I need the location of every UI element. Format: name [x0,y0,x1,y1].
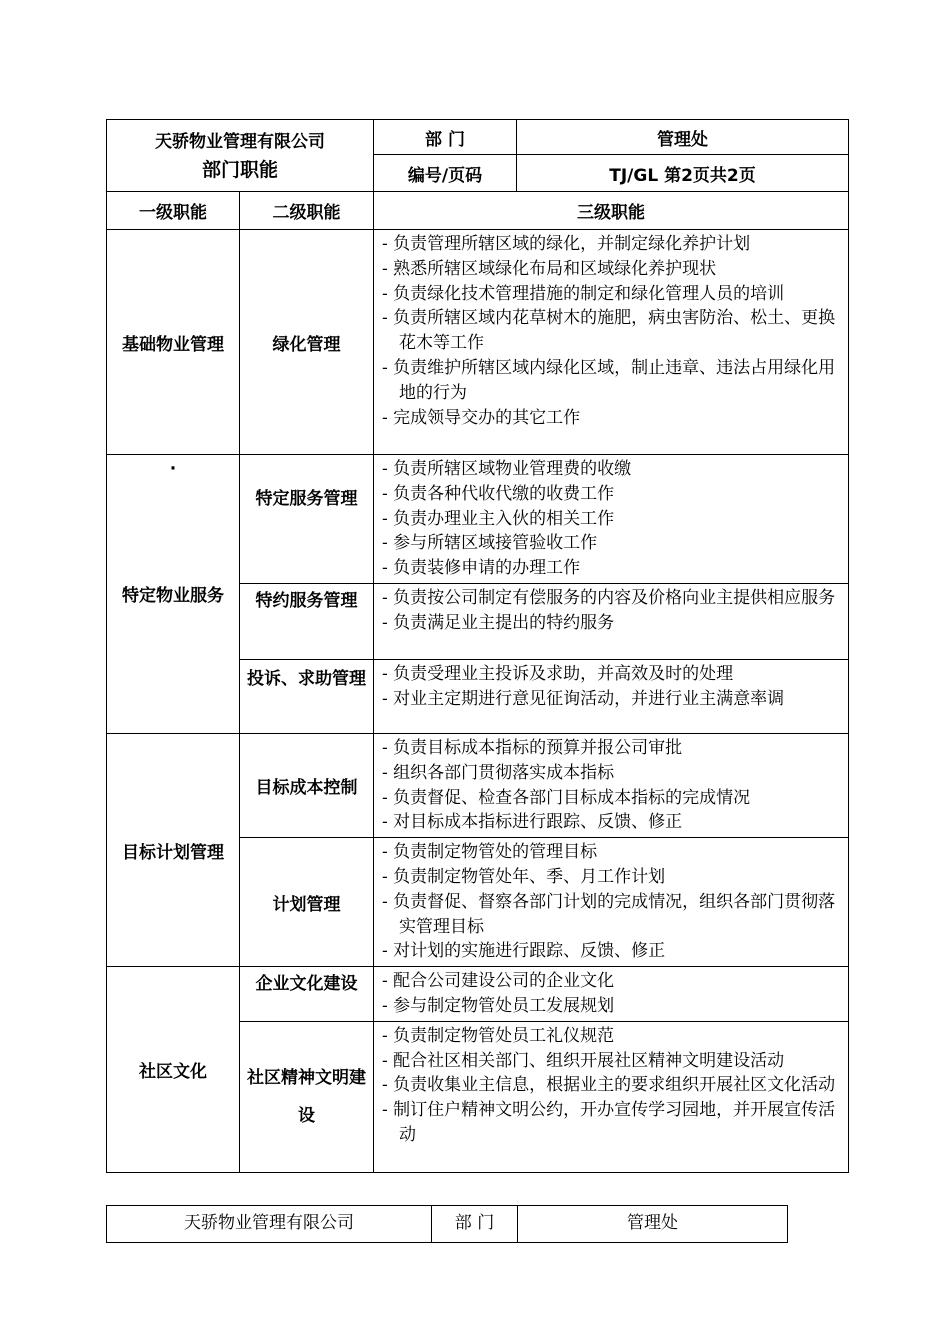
duty-item: - 负责督促、督察各部门计划的完成情况，组织各部门贯彻落实管理目标 [382,890,842,940]
duty-item: - 制订住户精神文明公约，开办宣传学习园地，并开展宣传活动 [382,1098,842,1148]
duty-item: - 对计划的实施进行跟踪、反馈、修正 [382,939,842,964]
level3-cell [374,967,849,1022]
level3-cell [374,1021,849,1172]
duty-item: - 完成领导交办的其它工作 [382,406,842,431]
doc-title: 部门职能 [107,155,374,192]
level1-cell: 目标计划管理 [107,733,240,966]
footer-company-name: 天骄物业管理有限公司 [107,1206,432,1243]
level1-cell: 社区文化 [107,967,240,1173]
code-value: TJ/GL 第2页共2页 [517,155,849,192]
level1-cell [107,455,240,734]
duty-item: - 负责制定物管处员工礼仪规范 [382,1024,842,1049]
level2-cell: 目标成本控制 [240,733,374,837]
duty-item: - 组织各部门贯彻落实成本指标 [382,761,842,786]
next-page-header-table [106,1205,788,1243]
duty-item: - 参与制定物管处员工发展规划 [382,994,842,1019]
column-header-level3: 三级职能 [374,192,849,230]
level2-cell: 计划管理 [240,838,374,967]
column-header-level2: 二级职能 [240,192,374,230]
level3-cell [374,659,849,733]
duty-item: - 负责满足业主提出的特约服务 [382,611,842,636]
level2-cell: 社区精神文明建设 [240,1021,374,1172]
duty-item: - 负责绿化技术管理措施的制定和绿化管理人员的培训 [382,282,842,307]
dept-label: 部 门 [374,120,517,155]
company-name: 天骄物业管理有限公司 [107,120,374,155]
duty-item: - 负责各种代收代缴的收费工作 [382,482,842,507]
level3-cell [374,838,849,967]
duty-item: - 负责维护所辖区域内绿化区域，制止违章、违法占用绿化用地的行为 [382,356,842,406]
duty-item: - 负责制定物管处的管理目标 [382,840,842,865]
section-mark: · [169,459,177,479]
duty-item: - 负责所辖区域内花草树木的施肥，病虫害防治、松土、更换花木等工作 [382,306,842,356]
level2-cell: 企业文化建设 [240,967,374,1022]
duty-item: - 负责办理业主入伙的相关工作 [382,507,842,532]
level2-cell: 绿化管理 [240,230,374,455]
level2-cell: 投诉、求助管理 [240,659,374,733]
duty-item: - 负责按公司制定有偿服务的内容及价格向业主提供相应服务 [382,586,842,611]
duty-item: - 配合社区相关部门、组织开展社区精神文明建设活动 [382,1049,842,1074]
duty-item: - 对目标成本指标进行跟踪、反馈、修正 [382,810,842,835]
level1-cell: 基础物业管理 [107,230,240,455]
duty-item: - 对业主定期进行意见征询活动，并进行业主满意率调 [382,687,842,712]
level1-label: 特定物业服务 [122,586,224,607]
duty-item: - 负责所辖区域物业管理费的收缴 [382,457,842,482]
level3-cell [374,455,849,584]
duty-item: - 负责管理所辖区域的绿化，并制定绿化养护计划 [382,232,842,257]
level2-cell: 特定服务管理 [240,455,374,584]
footer-dept-value: 管理处 [518,1206,788,1243]
level3-cell [374,733,849,837]
duty-item: - 配合公司建设公司的企业文化 [382,969,842,994]
level2-cell: 特约服务管理 [240,583,374,659]
duty-item: - 负责督促、检查各部门目标成本指标的完成情况 [382,786,842,811]
duty-item: - 参与所辖区域接管验收工作 [382,531,842,556]
footer-dept-label: 部 门 [432,1206,518,1243]
duty-item: - 熟悉所辖区域绿化布局和区域绿化养护现状 [382,257,842,282]
level3-cell [374,230,849,455]
code-label: 编号/页码 [374,155,517,192]
duty-item: - 负责受理业主投诉及求助，并高效及时的处理 [382,662,842,687]
duty-item: - 负责制定物管处年、季、月工作计划 [382,865,842,890]
duty-item: - 负责装修申请的办理工作 [382,556,842,581]
duty-item: - 负责目标成本指标的预算并报公司审批 [382,736,842,761]
duty-item: - 负责收集业主信息，根据业主的要求组织开展社区文化活动 [382,1073,842,1098]
department-functions-table [106,119,849,1173]
dept-value: 管理处 [517,120,849,155]
level3-cell [374,583,849,659]
column-header-level1: 一级职能 [107,192,240,230]
